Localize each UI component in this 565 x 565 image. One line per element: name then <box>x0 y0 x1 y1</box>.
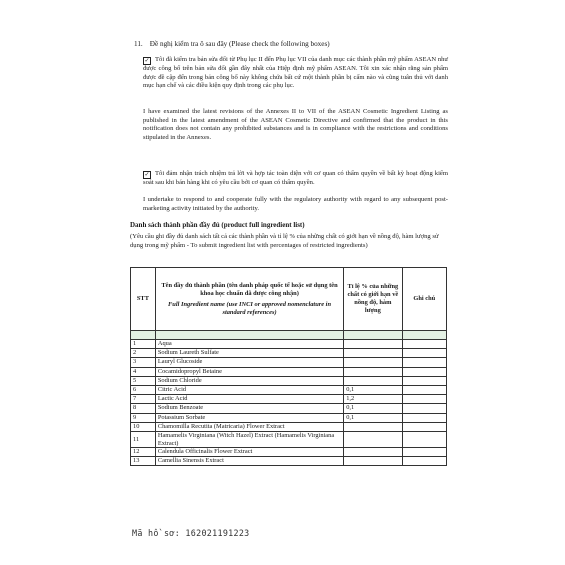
row-remark <box>402 386 446 395</box>
header-concentration: Tỉ lệ % của những chất có giới hạn về nồng độ, hàm lượng <box>344 268 402 331</box>
row-ingredient-name: Camellia Sinensis Extract <box>155 457 343 466</box>
header-ingredient-name <box>155 268 343 331</box>
row-stt: 12 <box>131 448 156 457</box>
row-remark <box>402 358 446 367</box>
row-ingredient-name: Sodium Chloride <box>155 376 343 385</box>
row-percentage: 0,1 <box>344 404 402 413</box>
row-stt: 8 <box>131 404 156 413</box>
section-number: 11. <box>134 40 143 48</box>
ingredient-list-title: Danh sách thành phần đầy đủ (product full ingredient list) <box>130 221 305 229</box>
row-stt: 1 <box>131 340 156 349</box>
row-stt: 3 <box>131 358 156 367</box>
row-ingredient-name: Citric Acid <box>155 386 343 395</box>
row-remark <box>402 422 446 431</box>
row-ingredient-name: Sodium Benzoate <box>155 404 343 413</box>
header-stt: STT <box>131 268 156 331</box>
row-stt: 7 <box>131 395 156 404</box>
statement-2-en: I undertake to respond to and cooperate fully with the regulatory authority with regard to any subsequent post-marketing activity initiated by the authority. <box>143 196 448 212</box>
row-remark <box>402 432 446 448</box>
table-row <box>131 395 447 404</box>
table-header-row <box>131 268 447 331</box>
row-percentage <box>344 432 402 448</box>
row-remark <box>402 349 446 358</box>
table-row <box>131 457 447 466</box>
row-remark <box>402 340 446 349</box>
header-name-en: Full Ingredient name (use INCI or approved nomenclature in standard references) <box>168 300 332 316</box>
row-remark <box>402 448 446 457</box>
table-row <box>131 376 447 385</box>
row-stt: 13 <box>131 457 156 466</box>
row-ingredient-name: Cocamidopropyl Betaine <box>155 367 343 376</box>
table-row <box>131 448 447 457</box>
table-row <box>131 386 447 395</box>
section-heading-text: Đề nghị kiểm tra ô sau đây (Please check the following boxes) <box>149 40 330 48</box>
row-percentage: 0,1 <box>344 386 402 395</box>
table-row <box>131 432 447 448</box>
row-stt: 10 <box>131 422 156 431</box>
row-percentage <box>344 448 402 457</box>
checkbox-statement-1-vi <box>143 56 448 91</box>
ingredient-rows <box>131 340 447 466</box>
statement-1-vi-text: Tôi đã kiểm tra bản sửa đổi từ Phụ lục II đến Phụ lục VII của danh mục các thành phần mỹ phẩm ASEAN như được công bố trên bản sửa đổi gần đây nhất của Hiệp định mỹ phẩm ASEAN. Tôi xin xác nhận rằng sản phẩm được đề cập đến trong bản công bố này không chứa bất cứ một thành phần bị cấm nào và cũng tuân thủ với danh mục hạn chế và các điều kiện quy định trong các phụ lục. <box>143 56 448 90</box>
row-ingredient-name: Calendula Officinalis Flower Extract <box>155 448 343 457</box>
row-stt: 5 <box>131 376 156 385</box>
checkbox-2-icon[interactable]: ✓ <box>144 171 150 178</box>
header-name-vi: Tên đầy đủ thành phần (tên danh pháp quốc tế hoặc sử dụng tên khoa học chuẩn đã được công nhận) <box>161 281 338 297</box>
statement-1-en: I have examined the latest revisions of the Annexes II to VII of the ASEAN Cosmetic Ingredient Listing as published in the latest amendment of the ASEAN Cosmetic Directive and confirmed that the product in this notification does not contain any prohibited substances and is in compliance with the restrictions and conditions stipulated in the Annexes. <box>143 108 448 141</box>
section-heading <box>134 40 330 48</box>
row-stt: 6 <box>131 386 156 395</box>
row-remark <box>402 367 446 376</box>
table-row <box>131 422 447 431</box>
header-remark: Ghi chú <box>402 268 446 331</box>
row-ingredient-name: Aqua <box>155 340 343 349</box>
row-remark <box>402 404 446 413</box>
ingredient-table <box>130 267 447 466</box>
table-row <box>131 349 447 358</box>
row-remark <box>402 376 446 385</box>
table-row <box>131 367 447 376</box>
row-stt: 2 <box>131 349 156 358</box>
ingredient-list-note: (Yêu cầu ghi đầy đủ danh sách tất cả các thành phần và tỉ lệ % của những chất có giới hạn về nồng độ, hàm lượng sử dụng trong mỹ phẩm - To submit ingredient list with percentages of restricted ingredients) <box>130 233 439 249</box>
row-percentage: 0,1 <box>344 413 402 422</box>
row-stt: 9 <box>131 413 156 422</box>
checkbox-1-icon[interactable]: ✓ <box>144 57 150 64</box>
row-ingredient-name: Lauryl Glucoside <box>155 358 343 367</box>
row-remark <box>402 395 446 404</box>
row-remark <box>402 457 446 466</box>
checkbox-statement-2-vi <box>143 170 448 188</box>
table-row <box>131 358 447 367</box>
row-ingredient-name: Hamamelis Virginiana (Witch Hazel) Extract (Hamamelis Virginiana Extract) <box>155 432 343 448</box>
row-stt: 4 <box>131 367 156 376</box>
table-row <box>131 340 447 349</box>
row-percentage <box>344 457 402 466</box>
row-ingredient-name: Chamomilla Recutita (Matricaria) Flower Extract <box>155 422 343 431</box>
row-ingredient-name: Potassium Sorbate <box>155 413 343 422</box>
row-percentage <box>344 340 402 349</box>
row-ingredient-name: Sodium Laureth Sulfate <box>155 349 343 358</box>
row-percentage <box>344 367 402 376</box>
row-percentage <box>344 376 402 385</box>
row-remark <box>402 413 446 422</box>
row-stt: 11 <box>131 432 156 448</box>
table-blank-row <box>131 331 447 340</box>
row-percentage <box>344 349 402 358</box>
row-percentage <box>344 422 402 431</box>
table-row <box>131 413 447 422</box>
statement-2-vi-text: Tôi đảm nhận trách nhiệm trả lời và hợp tác toàn diện với cơ quan có thẩm quyền về bất kỳ hoạt động kiểm soát sau khi bán hàng khi có yêu cầu bởi cơ quan có thẩm quyền. <box>143 170 448 186</box>
table-row <box>131 404 447 413</box>
row-ingredient-name: Lactic Acid <box>155 395 343 404</box>
row-percentage <box>344 358 402 367</box>
dossier-code: Mã hồ sơ: 162021191223 <box>132 528 250 538</box>
row-percentage: 1,2 <box>344 395 402 404</box>
